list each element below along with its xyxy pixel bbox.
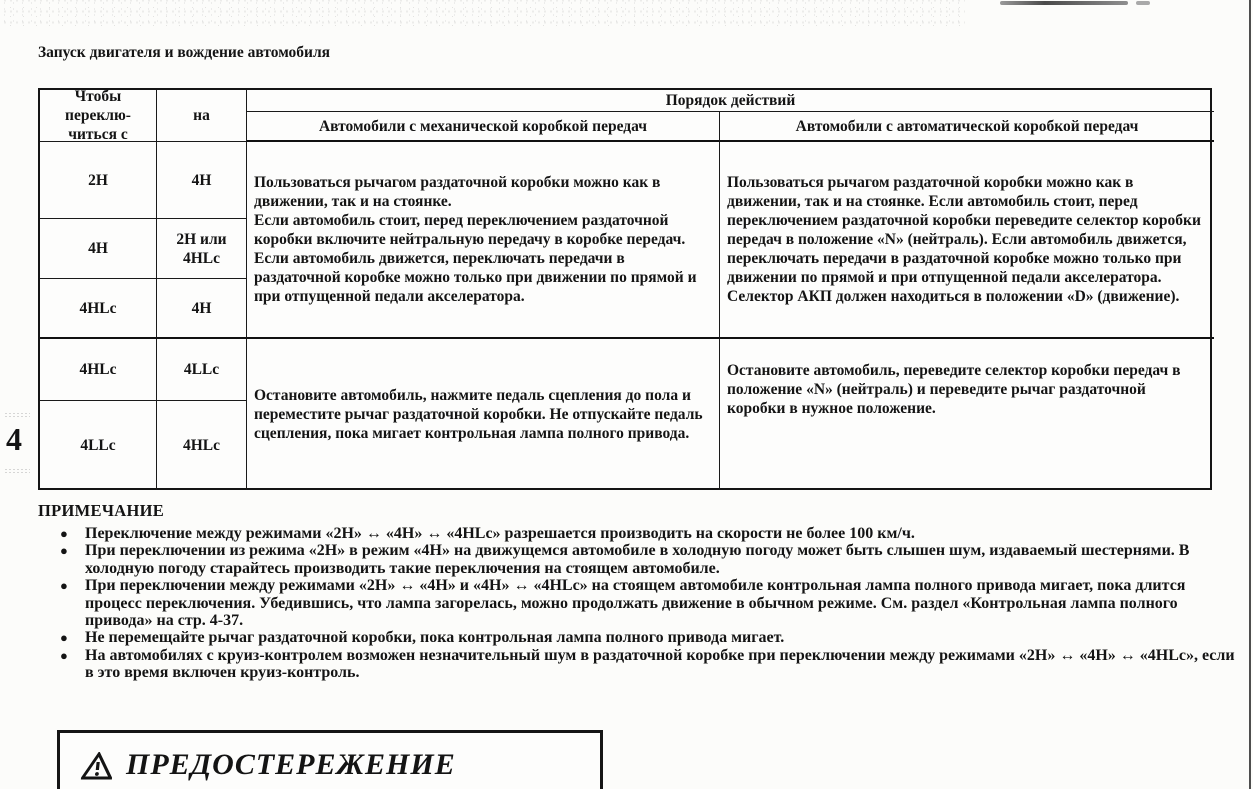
scan-streak-small [1136, 1, 1150, 5]
bullet-icon: ● [60, 526, 68, 541]
note-item-text: На автомобилях с круиз-контролем возможен незначительный шум в раздаточной коробке при переключении между режимами «2H» ↔ «4H» ↔ «4HLc», если в это время включен круиз-контроль. [85, 646, 1235, 682]
header-from-line: Чтобы [74, 88, 122, 105]
note-heading: ПРИМЕЧАНИЕ [38, 501, 165, 520]
warning-title: ПРЕДОСТЕРЕЖЕНИЕ [126, 748, 456, 781]
header-to-cell: на [157, 90, 247, 142]
note-item-text: При переключении из режима «2H» в режим «4H» на движущемся автомобиле в холодную погоду может быть слышен шум, издаваемый шестернями. В холодную погоду старайтесь производить такие переключения на стоящем автомобиле. [85, 542, 1190, 577]
automatic-procedure-cell: Пользоваться рычагом раздаточной коробки можно как в движении, так и на стоянке. Если автомобиль стоит, перед переключением раздаточной коробки переведите селектор коробки передач в положение «N» (нейтраль). Если автомобиль движется, переключать передачи в раздаточной коробке можно только при движении по прямой и при отпущенной педали акселератора. Селектор АКП должен находиться в положении «D» (движение). [720, 142, 1214, 339]
manual-procedure-paragraph: Пользоваться рычагом раздаточной коробки можно как в движении, так и на стоянке. [254, 174, 661, 210]
scan-noise-band [0, 0, 965, 26]
from-cell: 2H [40, 142, 157, 219]
note-item-text: Переключение между режимами «2H» ↔ «4H» ↔ «4HLc» разрешается производить на скорости не более 100 км/ч. [85, 525, 915, 542]
header-from-cell [40, 90, 157, 142]
from-cell: 4HLc [40, 339, 157, 401]
header-from-line: переклю- [65, 107, 131, 124]
note-item [38, 525, 1246, 542]
note-section [38, 501, 1246, 682]
to-cell: 4HLc [157, 401, 247, 490]
automatic-procedure-cell: Остановите автомобиль, переведите селектор коробки передач в положение «N» (нейтраль) и переведите рычаг раздаточной коробки в нужное положение. [727, 362, 1181, 417]
manual-procedure-cell [247, 142, 720, 339]
bullet-icon: ● [60, 647, 68, 663]
scan-streak [1000, 1, 1128, 5]
warning-box [57, 730, 603, 789]
note-item [38, 542, 1246, 577]
manual-procedure-cell: Остановите автомобиль, нажмите педаль сцепления до пола и переместите рычаг раздаточной коробки. Не отпускайте педаль сцепления, пока мигает контрольная лампа полного привода. [247, 339, 720, 490]
note-item [38, 647, 1246, 682]
bullet-icon: ● [60, 578, 68, 594]
note-item-text: Не перемещайте рычаг раздаточной коробки, пока контрольная лампа полного привода мигает. [85, 629, 785, 647]
header-automatic-cell: Автомобили с автоматической коробкой передач [720, 112, 1214, 142]
note-item [38, 629, 1246, 646]
note-item [38, 577, 1246, 629]
from-cell: 4LLc [40, 401, 157, 490]
bullet-icon: ● [60, 630, 68, 646]
scan-smudge [4, 468, 30, 474]
from-cell: 4H [40, 219, 157, 279]
manual-procedure-paragraph: Если автомобиль стоит, перед переключением раздаточной коробки включите нейтральную передачу в коробке передач. Если автомобиль движется, переключать передачи в раздаточной коробке можно только при движении по прямой и при отпущенной педали акселератора. [254, 212, 697, 305]
to-cell: 4LLc [157, 339, 247, 401]
note-list [38, 525, 1246, 682]
note-item-text: При переключении между режимами «2H» ↔ «4H» и «4H» ↔ «4HLc» на стоящем автомобиле контрольная лампа полного привода мигает, пока длится процесс переключения. Убедившись, что лампа загорелась, можно продолжать движение в обычном режиме. См. раздел «Контрольная лампа полного привода» на стр. 4-37. [85, 577, 1186, 630]
shift-procedure-table [38, 88, 1212, 490]
page-title: Запуск двигателя и вождение автомобиля [38, 44, 331, 61]
to-cell: 2H или 4HLc [157, 219, 247, 279]
bullet-icon: ● [60, 543, 68, 559]
from-cell: 4HLc [40, 279, 157, 339]
header-manual-cell: Автомобили с механической коробкой передач [247, 112, 720, 142]
page-edge-line [1249, 0, 1251, 789]
to-cell: 4H [157, 142, 247, 219]
warning-triangle-icon [80, 752, 114, 785]
header-from-line: читься с [68, 126, 128, 143]
scan-smudge [4, 412, 30, 418]
section-tab-number: 4 [6, 421, 22, 457]
to-cell: 4H [157, 279, 247, 339]
header-procedure-cell: Порядок действий [247, 90, 1214, 112]
